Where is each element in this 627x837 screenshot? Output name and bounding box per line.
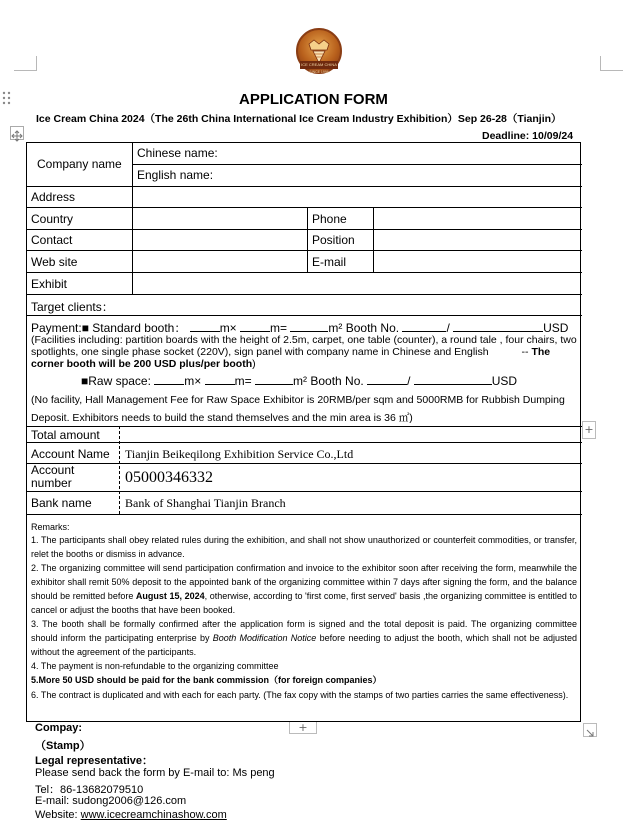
total-amount-field[interactable]	[123, 428, 578, 440]
slash: /	[446, 321, 450, 335]
english-name-label: English name:	[137, 168, 214, 182]
crop-mark-top-right	[600, 56, 623, 71]
facilities-close: )	[252, 358, 256, 370]
logo-caption: ICE CREAM CHINA	[301, 62, 337, 67]
add-row-icon[interactable]: +	[289, 721, 317, 734]
account-name-label: Account Name	[31, 447, 110, 461]
facilities-dash: --	[521, 346, 532, 358]
remark-2	[31, 561, 577, 617]
add-column-icon[interactable]: +	[582, 421, 596, 439]
bank-name-value: Bank of Shanghai Tianjin Branch	[125, 496, 286, 510]
contact-label: Contact	[31, 233, 73, 247]
logo-icon	[296, 28, 342, 74]
unit-m2-booth: m² Booth No.	[328, 321, 400, 335]
booth-area-blank[interactable]	[290, 320, 328, 332]
exhibit-label: Exhibit	[31, 277, 68, 291]
target-clients-field[interactable]	[137, 296, 577, 313]
row-divider	[27, 250, 582, 251]
booth-price-blank[interactable]	[453, 320, 543, 332]
row-divider	[27, 491, 582, 492]
website-label: Web site	[31, 255, 78, 269]
application-table	[26, 142, 581, 722]
payment-standard-label: Payment:■ Standard booth：	[31, 321, 187, 335]
address-field[interactable]	[135, 188, 579, 205]
chinese-name-label: Chinese name:	[137, 146, 218, 160]
corner-booth-note: The corner booth will be 200 USD plus/per booth	[31, 346, 551, 370]
account-number-value: 05000346332	[125, 469, 213, 486]
remark-6: 6. The contract is duplicated and with each for each party. (The fax copy with the stamps of two parties carries the same effectiveness).	[31, 690, 569, 700]
row-divider	[27, 186, 582, 187]
row-divider	[27, 514, 582, 515]
column-divider	[307, 207, 308, 272]
position-field[interactable]	[377, 231, 577, 248]
unit-mx: m×	[219, 321, 237, 335]
website-link[interactable]: www.icecreamchinashow.com	[80, 809, 227, 821]
unit-mx: m×	[184, 374, 202, 388]
remark-5: 5.More 50 USD should be paid for the bank commission（for foreign companies）	[31, 675, 382, 685]
company-stamp-label: Compay:	[35, 722, 83, 734]
remark-4: 4. The payment is non-refundable to the organizing committee	[31, 661, 279, 671]
unit-meq: m=	[234, 374, 252, 388]
company-name-label: Company name	[37, 157, 122, 171]
email-field[interactable]	[377, 252, 577, 270]
send-back-instruction: Please send back the form by E-mail to: Ms peng	[35, 767, 275, 779]
telephone: Tel：86-13682079510	[35, 784, 144, 796]
raw-area-blank[interactable]	[255, 373, 293, 385]
raw-width-blank[interactable]	[205, 373, 235, 385]
unit-meq: m=	[270, 321, 288, 335]
row-divider	[27, 294, 582, 295]
row-divider	[27, 229, 582, 230]
stamp-label: （Stamp）	[35, 740, 91, 752]
email-label: E-mail	[312, 255, 347, 269]
raw-space-line	[81, 373, 517, 388]
currency-usd: USD	[491, 374, 518, 388]
currency-usd: USD	[543, 321, 569, 335]
remarks-heading: Remarks:	[31, 522, 70, 532]
row-divider	[27, 207, 582, 208]
raw-space-note: (No facility, Hall Management Fee for Raw Space Exhibitor is 20RMB/per sqm and 5000RMB for Rubbish Dumping Deposit. Exhibitors needs to build the stand themselves and the min area is 36 ㎡)	[31, 394, 565, 424]
website-prefix: Website:	[35, 809, 81, 821]
remark-3-tail: before needing to adjust the booth, which shall not be adjusted without the agreement of the participants.	[31, 633, 577, 657]
logo-since: SINCE 1996	[309, 70, 329, 74]
remark-3	[31, 617, 577, 659]
facilities-text	[31, 334, 578, 370]
remark-3-notice: Booth Modification Notice	[212, 633, 317, 643]
raw-length-blank[interactable]	[154, 373, 184, 385]
remark-1: 1. The participants shall obey related rules during the exhibition, and shall not show unauthorized or counterfeit commodities, or transfer, relet the booths or dismiss in advance.	[31, 535, 577, 559]
remark-2-date: August 15, 2024	[135, 591, 205, 601]
unit-m2-booth: m² Booth No.	[293, 374, 364, 388]
slash: /	[407, 374, 411, 388]
legal-representative-label: Legal representative：	[35, 755, 153, 767]
event-subtitle: Ice Cream China 2024（The 26th China International Ice Cream Industry Exhibition）Sep 26-28（Tianjin）	[36, 113, 562, 125]
website-line	[35, 809, 227, 821]
column-divider	[373, 207, 374, 272]
logo-ribbon	[300, 61, 338, 69]
booth-width-blank[interactable]	[240, 320, 270, 332]
position-label: Position	[312, 233, 355, 247]
column-divider	[119, 426, 120, 514]
account-name-value: Tianjin Beikeqilong Exhibition Service Co.,Ltd	[125, 447, 354, 461]
address-label: Address	[31, 190, 76, 204]
total-amount-label: Total amount	[31, 428, 100, 442]
remark-2-tail: , otherwise, according to 'first come, first served' basis ,the organizing committee is entitled to cancel or adjust the booths that have been booked.	[31, 591, 577, 615]
bank-name-label: Bank name	[31, 496, 92, 510]
row-divider	[27, 272, 582, 273]
contact-email: E-mail: sudong2006@126.com	[35, 795, 187, 807]
phone-label: Phone	[312, 212, 347, 226]
row-divider	[27, 442, 582, 443]
exhibit-field[interactable]	[135, 274, 579, 292]
raw-price-blank[interactable]	[414, 373, 492, 385]
account-number-label: Account number	[31, 463, 75, 490]
raw-space-label: ■Raw space:	[81, 374, 151, 388]
column-divider	[132, 143, 133, 294]
booth-no-blank[interactable]	[402, 320, 446, 332]
target-clients-label: Target clients：	[31, 300, 114, 314]
crop-mark-top-left	[14, 56, 37, 71]
remark-2-text: 2. The organizing committee will send participation confirmation and invoice to the exhibitor soon after receiving the form, meanwhile the exhibitor shall remit 50% deposit to the appointed bank of the organizing committee within 7 days after signing the form, and the balance should be remitted before	[31, 563, 577, 601]
phone-field[interactable]	[377, 209, 577, 227]
country-label: Country	[31, 212, 74, 226]
booth-length-blank[interactable]	[190, 320, 220, 332]
form-title: APPLICATION FORM	[239, 91, 388, 108]
table-move-icon[interactable]	[10, 126, 24, 140]
website-field[interactable]	[135, 252, 305, 270]
facilities-description: (Facilities including: partition boards with the height of 2.5m, carpet, one table (counter), a round tale , four chairs, two spotlights, one single phase socket (220V), sign panel with company name in Chinese and English	[31, 334, 577, 358]
country-field[interactable]	[135, 209, 305, 227]
row-divider	[132, 164, 582, 165]
row-divider	[27, 315, 582, 316]
deadline: Deadline: 10/09/24	[482, 130, 574, 142]
chinese-name-field[interactable]	[227, 145, 577, 162]
resize-handle-icon[interactable]	[583, 723, 597, 737]
raw-no-blank[interactable]	[367, 373, 407, 385]
english-name-field[interactable]	[227, 167, 577, 184]
contact-field[interactable]	[135, 231, 305, 248]
remark-3-text: 3. The booth shall be formally confirmed after the application form is signed and the total deposit is paid. The organizing committee should inform the participating enterprise by	[31, 619, 577, 643]
